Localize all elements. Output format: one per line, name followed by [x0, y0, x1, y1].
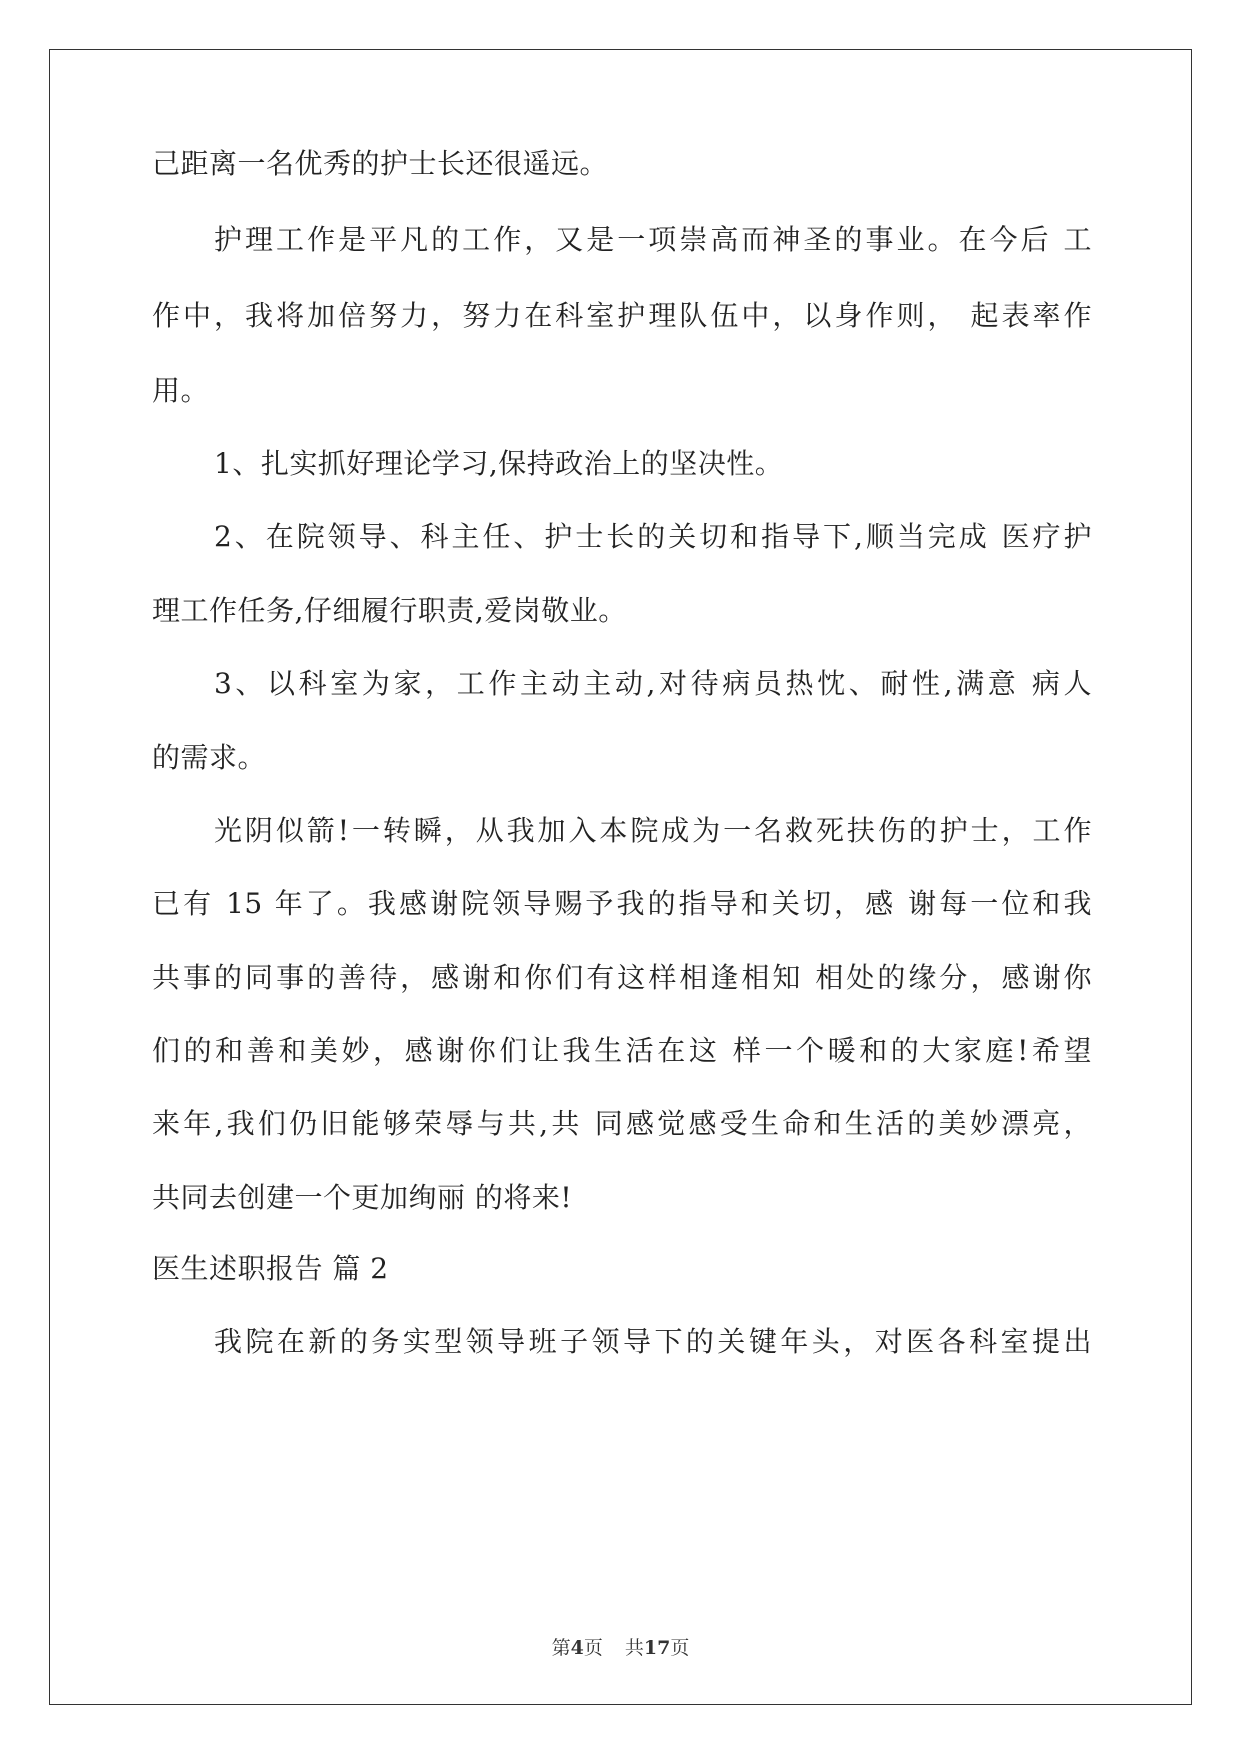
footer-total-prefix: 共: [624, 1637, 644, 1659]
text-line: 用。: [152, 374, 210, 407]
text-line: 来年,我们仍旧能够荣辱与共,共 同感觉感受生命和生活的美妙漂亮，: [152, 1107, 1092, 1140]
text-line: 的需求。: [152, 741, 267, 774]
text-line: 我院在新的务实型领导班子领导下的关键年头，对医各科室提出: [214, 1325, 1092, 1358]
footer-page-word: 页: [583, 1637, 603, 1659]
text-line: 护理工作是平凡的工作，又是一项崇高而神圣的事业。在今后 工: [214, 223, 1092, 256]
section-title: 医生述职报告 篇 2: [152, 1252, 389, 1285]
text-line: 理工作任务,仔细履行职责,爱岗敬业。: [152, 594, 627, 627]
text-line: 们的和善和美妙，感谢你们让我生活在这 样一个暖和的大家庭!希望: [152, 1034, 1092, 1067]
current-page-number: 4: [570, 1637, 584, 1659]
total-page-number: 17: [643, 1637, 671, 1659]
text-line: 2、在院领导、科主任、护士长的关切和指导下,顺当完成 医疗护: [214, 520, 1092, 553]
text-line: 1、扎实抓好理论学习,保持政治上的坚决性。: [214, 447, 784, 480]
text-line: 已有 15 年了。我感谢院领导赐予我的指导和关切，感 谢每一位和我: [152, 887, 1092, 920]
text-line: 3、以科室为家，工作主动主动,对待病员热忱、耐性,满意 病人: [214, 667, 1092, 700]
text-line: 共事的同事的善待，感谢和你们有这样相逢相知 相处的缘分，感谢你: [152, 961, 1092, 994]
text-line: 光阴似箭!一转瞬，从我加入本院成为一名救死扶伤的护士，工作: [214, 814, 1092, 847]
text-line: 共同去创建一个更加绚丽 的将来!: [152, 1181, 573, 1214]
page-footer: [0, 1636, 1241, 1660]
text-line: 己距离一名优秀的护士长还很遥远。: [152, 147, 609, 180]
text-line: 作中，我将加倍努力，努力在科室护理队伍中，以身作则， 起表率作: [152, 299, 1092, 332]
footer-total-suffix: 页: [670, 1637, 690, 1659]
footer-prefix: 第: [551, 1637, 571, 1659]
